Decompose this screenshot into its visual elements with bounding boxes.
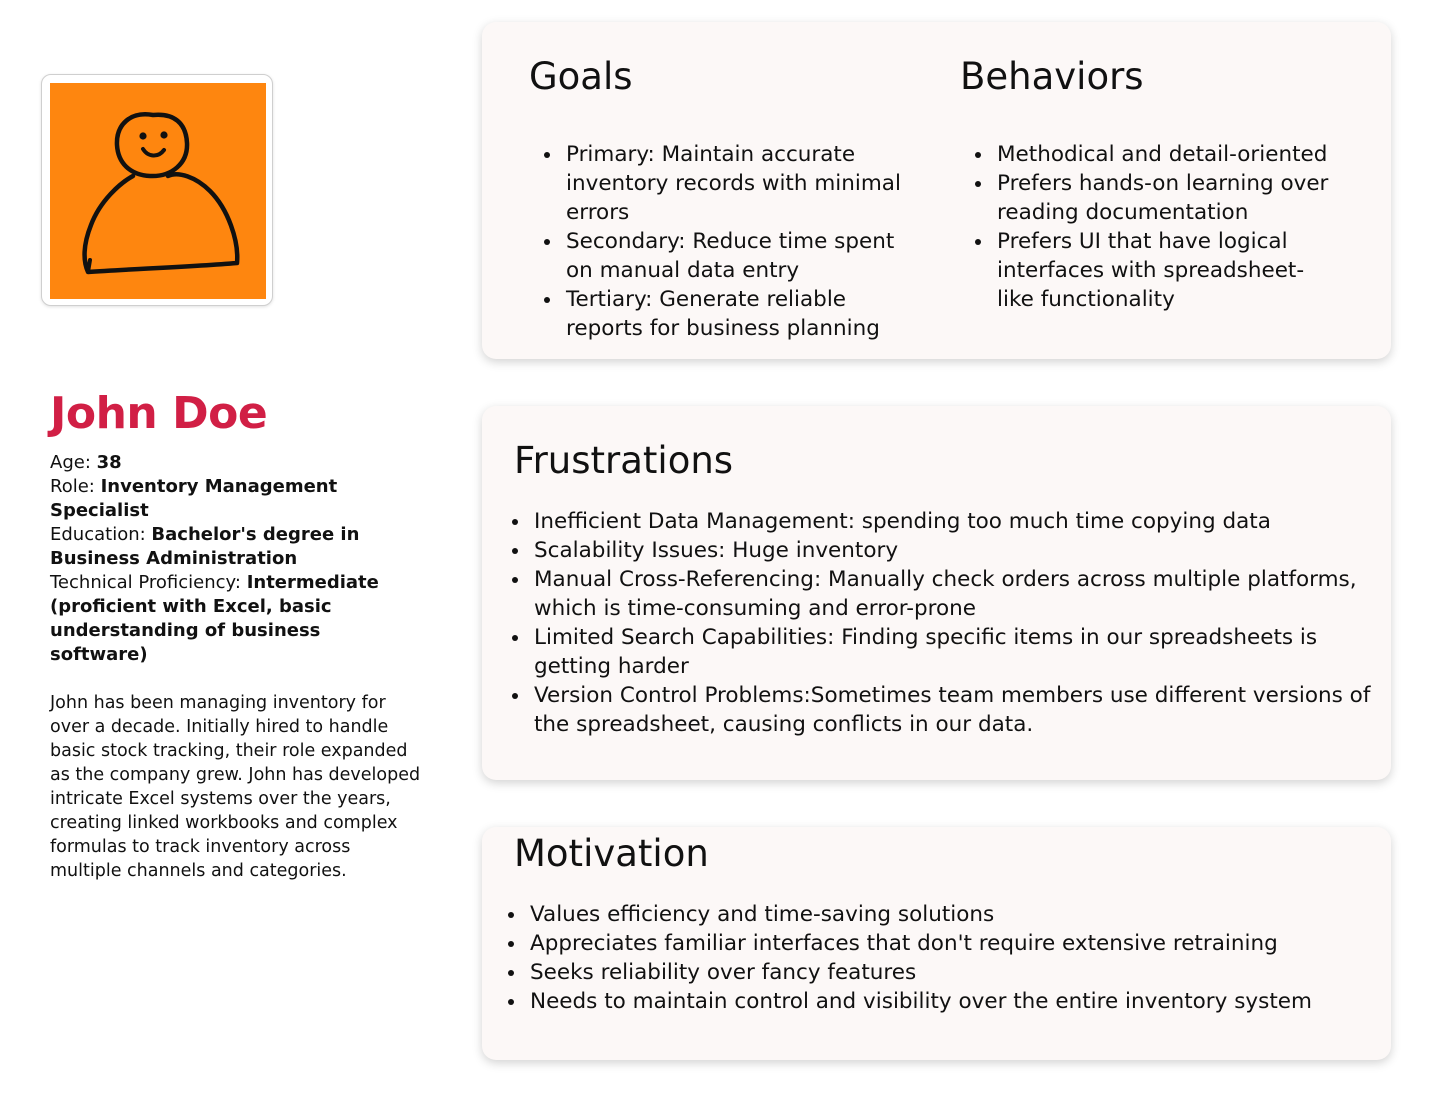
goals-item: Secondary: Reduce time spent on manual data entry xyxy=(539,227,909,285)
motivation-list xyxy=(503,900,1383,1016)
frustrations-item: Limited Search Capabilities: Finding specific items in our spreadsheets is getting harder xyxy=(507,623,1391,681)
profile-education-value: Bachelor's degree in Business Administration xyxy=(50,524,360,569)
persona-profile xyxy=(50,451,420,667)
goals-behaviors-card xyxy=(482,22,1391,359)
behaviors-item: Prefers UI that have logical interfaces with spreadsheet-like functionality xyxy=(970,227,1340,314)
frustrations-card xyxy=(482,406,1391,780)
goals-item: Tertiary: Generate reliable reports for business planning xyxy=(539,285,909,343)
behaviors-list xyxy=(970,140,1340,314)
profile-age-value: 38 xyxy=(96,452,122,473)
profile-technical-proficiency xyxy=(50,571,420,667)
motivation-item: Appreciates familiar interfaces that don't require extensive retraining xyxy=(503,929,1383,958)
frustrations-item: Scalability Issues: Huge inventory xyxy=(507,536,1391,565)
motivation-item: Seeks reliability over fancy features xyxy=(503,958,1383,987)
profile-age xyxy=(50,451,420,475)
profile-role-label: Role: xyxy=(50,476,95,497)
frustrations-heading: Frustrations xyxy=(514,439,734,482)
frustrations-item: Version Control Problems:Sometimes team members use different versions of the spreadsheet, causing conflicts in our data. xyxy=(507,681,1391,739)
frustrations-list xyxy=(507,507,1391,739)
motivation-heading: Motivation xyxy=(514,832,709,875)
avatar-background xyxy=(50,83,266,299)
behaviors-item: Prefers hands-on learning over reading documentation xyxy=(970,169,1340,227)
frustrations-item: Inefficient Data Management: spending too much time copying data xyxy=(507,507,1391,536)
frustrations-item: Manual Cross-Referencing: Manually check orders across multiple platforms, which is time-consuming and error-prone xyxy=(507,565,1391,623)
profile-technical-proficiency-label: Technical Proficiency: xyxy=(50,572,241,593)
behaviors-heading: Behaviors xyxy=(960,55,1144,98)
persona-bio: John has been managing inventory for over a decade. Initially hired to handle basic stock tracking, their role expanded as the company grew. John has developed intricate Excel systems over the years, creating linked workbooks and complex formulas to track inventory across multiple channels and categories. xyxy=(50,693,421,881)
motivation-item: Values efficiency and time-saving solutions xyxy=(503,900,1383,929)
motivation-item: Needs to maintain control and visibility over the entire inventory system xyxy=(503,987,1383,1016)
goals-list xyxy=(539,140,909,343)
profile-age-label: Age: xyxy=(50,452,91,473)
profile-role-value: Inventory Management Specialist xyxy=(50,476,338,521)
profile-education xyxy=(50,523,420,571)
profile-technical-proficiency-value: Intermediate (proficient with Excel, basic understanding of business software) xyxy=(50,572,379,665)
goals-item: Primary: Maintain accurate inventory records with minimal errors xyxy=(539,140,909,227)
behaviors-item: Methodical and detail-oriented xyxy=(970,140,1340,169)
profile-role xyxy=(50,475,420,523)
persona-name: John Doe xyxy=(50,388,268,439)
persona-avatar xyxy=(41,74,273,306)
person-doodle-icon xyxy=(50,83,266,299)
goals-heading: Goals xyxy=(529,55,633,98)
motivation-card xyxy=(482,827,1391,1060)
profile-education-label: Education: xyxy=(50,524,146,545)
